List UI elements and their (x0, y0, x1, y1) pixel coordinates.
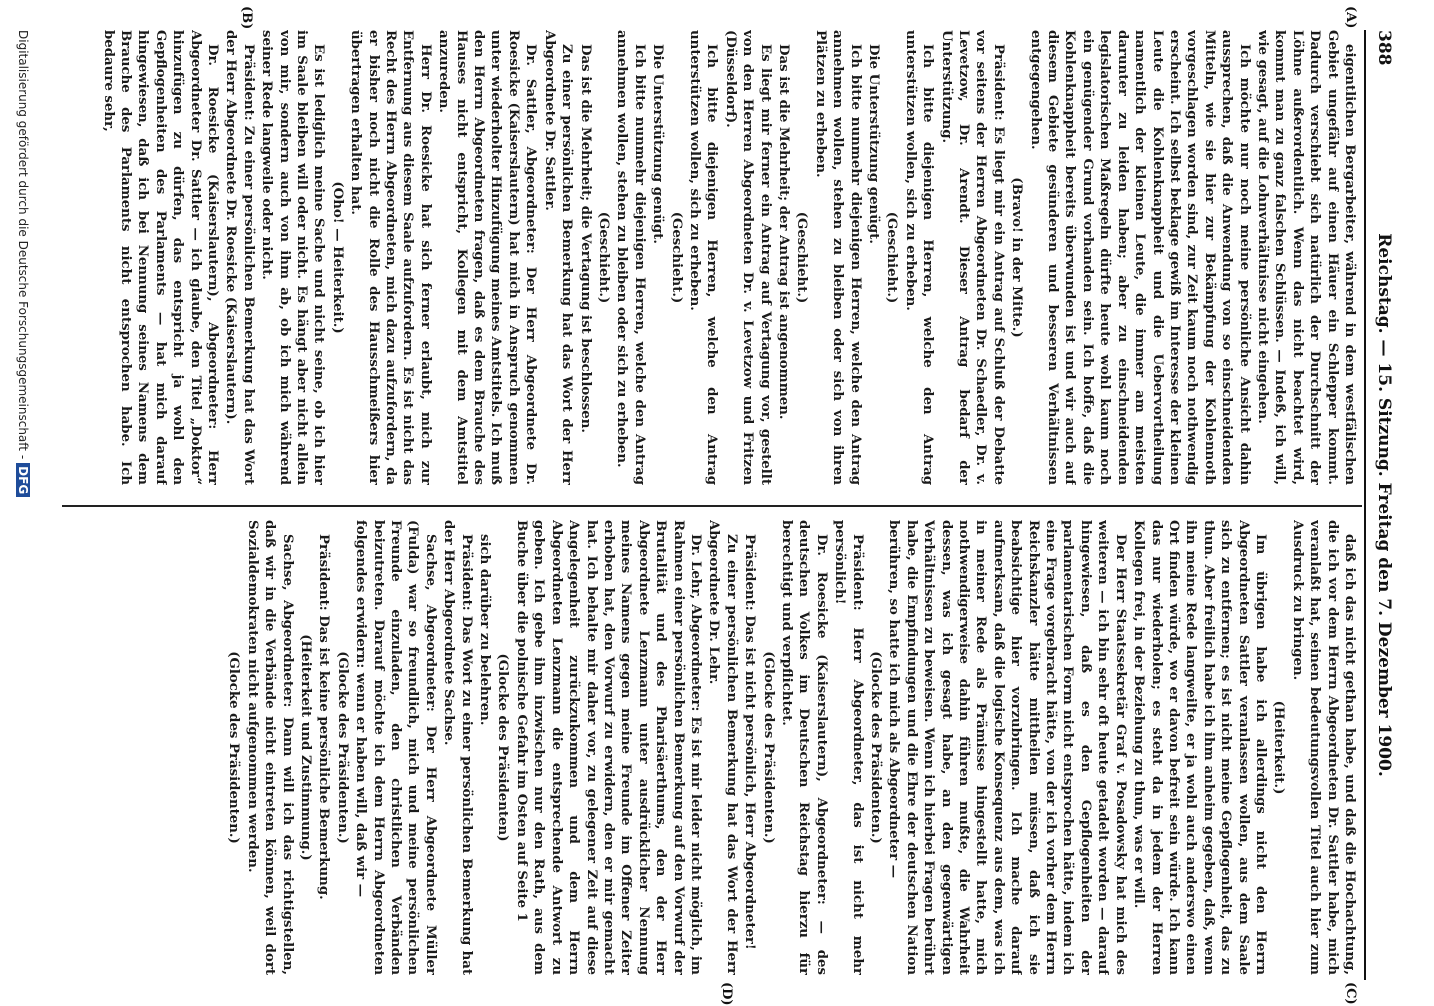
paragraph: Dr. Roesicke (Kaiserslautern), Abgeordneter: — des deutschen Volkes im Deutschen Reichstag hierzu für berechtigt und verpflichtet. (779, 520, 829, 975)
paragraph: Präsident: Herr Abgeordneter, das ist nicht mehr persönlich! (832, 520, 865, 975)
page-header (1368, 30, 1394, 980)
paragraph: Präsident: Das ist keine persönliche Bemerkung. (316, 534, 332, 900)
stage-direction: (Glocke des Präsidenten.) (334, 651, 350, 844)
paragraph: Zu einer persönlichen Bemerkung hat das Wort der Herr Abgeordnete Dr. Lehr. (706, 520, 739, 975)
paragraph: Das ist die Mehrheit; der Antrag ist angenommen. (776, 44, 791, 420)
paragraph: Dr. Sattler, Abgeordneter: Der Herr Abgeordnete Dr. Roesicke (Kaiserslautern) hat mich in Anspruch genommen unter wiederholter Hinzufügung meines Amtstitels. Ich muß den Herrn Abgeordneten fragen, daß es dem Brauche des Hauses nicht entspricht, Kollegen mit dem Amtstitel anzureden. (436, 30, 539, 485)
paragraph: Die Unterstützung genügt. (866, 44, 882, 244)
digitization-credit (10, 30, 30, 990)
paragraph: sich darüber zu belehren. (477, 534, 493, 726)
paragraph: Dr. Lehr, Abgeordneter: Es ist mir leider nicht möglich, im Rahmen einer persönlichen Bemerkung auf den Vorwurf der Brutalität und des Pharisäerthums, den der Herr Abgeordnete Lenzmann unter ausdrücklicher Nennung meines Namens gegen meine Freunde im Offener Zeiter erhoben hat, den Vorwurf zu erwidern, den er mir gemacht hat. Ich behalte mir daher vor, zu gelegener Zeit auf diese Angelegenheit zurückzukommen und dem Herrn Abgeordneten Lenzmann die entsprechende Antwort zu geben. Ich gebe ihm inzwischen nur den Rath, aus dem Buche über die polnische Gefahr im Osten auf Seite 1 (513, 520, 703, 975)
header-rule (1364, 30, 1366, 980)
paragraph: eigentlichen Bergarbeiter, während in dem westfälischen Gebiet ungefähr auf einen Häuer ein Schlepper kommt. Dadurch verschiebt sich natürlich der Durchschnitt der Löhne außerordentlich. Wenn das nicht beachtet wird, kommt man zu ganz falschen Schlüssen. — Indeß, ich will, wie gesagt, auf die Lohnverhältnisse nicht eingehen. (1254, 30, 1357, 485)
stage-direction: (Heiterkeit.) (1271, 700, 1287, 795)
paragraph: daß ich das nicht gethan habe, und daß die Hochachtung, die ich vor dem Herrn Abgeordneten Dr. Sattler habe, mich veranlaßt hat, seinen bedeutungsvollen Titel auch hier zum Ausdruck zu bringen. (1289, 520, 1357, 975)
paragraph: Ich bitte nunmehr diejenigen Herren, welche den Antrag annehmen wollen, stehen zu bleiben oder sich zu erheben. (614, 30, 647, 485)
paragraph: Es ist lediglich meine Sache und nicht seine, ob ich hier im Saale bleiben will oder nicht. Es hängt aber nicht allein von mir, sondern auch von ihm ab, ob ich mich während seiner Rede langweile oder nicht. (259, 30, 327, 485)
stage-direction: (Glocke des Präsidenten.) (868, 651, 884, 844)
paragraph: Im übrigen habe ich allerdings nicht den Herrn Abgeordneten Sattler veranlassen wollen, aus dem Saale sich zu entfernen; es ist nicht meine Gepflogenheit, das zu thun. Aber freilich habe ich ihm anheim gegeben, daß, wenn ihn meine Rede langweilte, er ja wohl auch anderswo einen Ort finden würde, wo er davon befreit sein würde. Ich kann das nur wiederholen; es steht da in jedem der Herren Kollegen frei, in der Beziehung zu thun, was er will. (1131, 520, 1268, 975)
paragraph: Ich bitte diejenigen Herren, welche den Antrag unterstützen wollen, sich zu erheben. (686, 30, 720, 485)
paragraph: Das ist die Mehrheit; die Vertagung ist beschlossen. (577, 44, 593, 433)
page-number: 388 (1374, 30, 1394, 66)
stage-direction: (Geschieht.) (884, 211, 900, 304)
paragraph: Ich möchte nur noch meine persönliche Ansicht dahin aussprechen, daß die Anwendung von so einschneidenden Mitteln, wie sie hier zur Bekämpfung der Kohlennoth vorgeschlagen worden sind, zur Zeit kaum noch nothwendig erscheint. Ich selbst beklage gewiß im Interesse der kleinen Leute die Kohlenknappheit und die Uebervortheilung namentlich der kleinen Leute, die immer am meisten darunter zu leiden haben; aber zu einschneidenden legislatorischen Maßregeln dürfte heute wohl kaum noch ein genügender Grund vorhanden sein. Ich hoffe, daß die Kohlenknappheit bereits überwunden ist und wir auch auf diesem Gebiete gesünderen und besseren Verhältnissen entgegengehen. (1027, 30, 1252, 485)
stage-direction: (Geschieht.) (595, 211, 611, 304)
paragraph: Präsident: Das Wort zu einer persönlichen Bemerkung hat der Herr Abgeordnete Sachse. (441, 520, 474, 975)
paragraph: Sachse, Abgeordneter: Der Herr Abgeordnete Müller (Fulda) war so freundlich, mich und meine persönlichen Freunde einzuladen, den christlichen Verbänden beizutreten. Darauf möchte ich dem Herrn Abgeordneten folgendes erwidern: wenn er haben will, daß wir — (353, 520, 438, 975)
stage-direction: (Heiterkeit und Zustimmung.) (298, 634, 314, 861)
paragraph: Präsident: Das ist nicht persönlich, Herr Abgeordneter! (742, 534, 758, 950)
paragraph: Herr Dr. Roesicke hat sich ferner erlaubt, mich zur Entfernung aus diesem Saale aufzufordern. Es ist nicht das Recht des Herrn Abgeordneten, mich dazu aufzufordern, da er bisher noch nicht die Rolle des Hausschmeißers hier übertragen erhalten hat. (348, 30, 433, 485)
stage-direction: (Glocke des Präsidenten) (495, 653, 511, 842)
paragraph: Zu einer persönlichen Bemerkung hat das Wort der Herr Abgeordnete Dr. Sattler. (541, 30, 575, 485)
stage-direction: (Geschieht.) (668, 211, 684, 304)
credit-text: Digitalisierung gefördert durch die Deutsche Forschungsgemeinschaft - (16, 30, 30, 460)
stage-direction: (Bravo! in der Mitte.) (1009, 177, 1025, 338)
column-divider (62, 505, 1362, 507)
stage-direction: (Geschieht.) (794, 211, 810, 304)
paragraph: Sachse, Abgeordneter: Dann will ich das richtigstellen, daß wir in die Verbände nicht eintreten können, weil dort Sozialdemokraten nicht aufgenommen werden. (244, 520, 295, 975)
running-title: Reichstag. — 15. Sitzung. Freitag den 7. Dezember 1900. (1374, 233, 1394, 777)
margin-mark-b: (B) (239, 6, 254, 30)
dfg-logo: DFG (16, 463, 30, 497)
stage-direction: (Glocke des Präsidenten.) (226, 651, 242, 844)
margin-mark-d: (D) (719, 982, 734, 1006)
paragraph: Die Unterstützung genügt. (650, 44, 666, 244)
paragraph: Ich bitte nunmehr diejenigen Herren, welche den Antrag annehmen wollen, stehen zu bleiben oder sich von ihren Plätzen zu erheben. (812, 30, 863, 485)
paragraph: Ich bitte diejenigen Herren, welche den Antrag unterstützen wollen, sich zu erheben. (902, 30, 936, 485)
stage-direction: (Oho! — Heiterkeit.) (329, 181, 345, 334)
paragraph: Präsident: Es liegt mir ein Antrag auf Schluß der Debatte vor seitens der Herren Abgeordneten Dr. Schaedler, Dr. v. Levetzow, Dr. Arendt. Dieser Antrag bedarf der Unterstützung. (938, 30, 1006, 485)
paragraph: Es liegt mir ferner ein Antrag auf Vertagung vor, gestellt von den Herren Abgeordneten Dr. v. Levetzow und Fritzen (Düsseldorf). (722, 30, 773, 485)
paragraph: Dr. Roesicke (Kaiserslautern), Abgeordneter: Herr Abgeordneter Dr. Sattler — ich glaube, den Titel „Doktor“ hinzufügen zu dürfen, das entspricht ja wohl den Gepflogenheiten des Parlaments — hat mich darauf hingewiesen, daß ich bei Nennung seines Namens dem Brauche des Parlaments nicht entsprochen habe. Ich bedaure sehr, (100, 30, 220, 485)
paragraph: Präsident: Zu einer persönlichen Bemerkung hat das Wort der Herr Abgeordnete Dr. Roesicke (Kaiserslautern). (223, 30, 256, 485)
right-text-column (48, 520, 1358, 975)
paragraph: Der Herr Staatssekretär Graf v. Posadowsky hat mich des weiteren — ich bin sehr oft heute getadelt worden — darauf hingewiesen, daß es den Gepflogenheiten der parlamentarischen Form nicht entsprochen hätte, indem ich eine Frage vorgebracht hätte, von der ich vorher dem Herrn Reichskanzler hätte mittheilen müssen, daß ich sie beabsichtige hier vorzubringen. Ich mache darauf aufmerksam, daß die logische Konsequenz aus dem, was ich in meiner Rede als Prämisse hingestellt hatte, mich nothwendigerweise dahin führen mußte, die Wahrheit dessen, was ich gesagt habe, an den gegenwärtigen Verhältnissen zu beweisen. Wenn ich hierbei Fragen berührt habe, die Empfindungen und die Ehre der deutschen Nation berühren, so hatte ich mich als Abgeordneter — (886, 520, 1128, 975)
left-text-column (48, 30, 1358, 485)
margin-mark-a: (A) (1343, 6, 1358, 29)
margin-mark-c: (C) (1343, 982, 1358, 1005)
stage-direction: (Glocke des Präsidenten.) (760, 651, 776, 844)
